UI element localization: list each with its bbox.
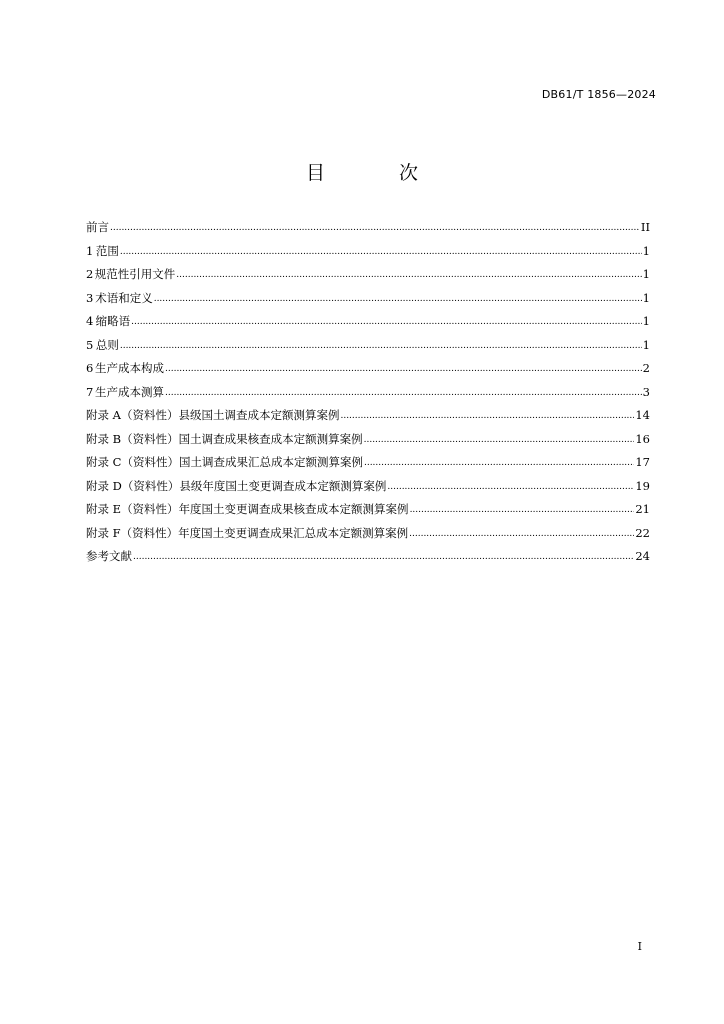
toc-entry-number: 附录 B <box>86 431 122 446</box>
dot-leader <box>165 382 642 406</box>
dot-leader <box>120 335 642 359</box>
toc-entry-appendix-b[interactable] <box>86 428 650 452</box>
dot-leader <box>410 499 635 523</box>
toc-entry-title: 国土调查成果汇总成本定额测算案例 <box>178 455 363 469</box>
toc-title: 目 次 <box>305 162 453 184</box>
toc-entry-page: 1 <box>642 290 650 305</box>
toc-entry-tag: （资料性） <box>121 455 179 469</box>
toc-entry-page: 19 <box>635 478 650 493</box>
toc-entry-title: 生产成本测算 <box>95 384 164 399</box>
toc-entry-page: 24 <box>635 549 650 563</box>
toc-entry-title: 缩略语 <box>95 314 131 328</box>
toc-entry-number: 7 <box>86 384 94 399</box>
toc-entry-page: 1 <box>642 314 650 328</box>
toc-entry-title: 规范性引用文件 <box>94 267 176 281</box>
toc-entry-section-4[interactable] <box>86 310 650 334</box>
toc-entry-section-5[interactable] <box>86 334 650 358</box>
dot-leader <box>133 546 634 570</box>
toc-entry-number: 附录 D <box>86 478 122 493</box>
dot-leader <box>110 217 640 241</box>
toc-entry-page: 17 <box>635 455 650 469</box>
toc-entry-title: 参考文献 <box>86 549 132 563</box>
toc-entry-title: 县级年度国土变更调查成本定额测算案例 <box>179 478 387 493</box>
dot-leader <box>387 476 634 500</box>
dot-leader <box>165 358 642 382</box>
toc-entry-tag: （资料性） <box>121 431 179 446</box>
toc-entry-number: 附录 F <box>86 525 121 540</box>
toc-entry-section-2[interactable] <box>86 263 650 287</box>
document-code: DB61/T 1856—2024 <box>541 88 656 101</box>
dot-leader <box>176 264 641 288</box>
toc-entry-number: 附录 C <box>86 455 122 469</box>
toc-entry-tag: （资料性） <box>120 408 179 422</box>
toc-entry-title: 前言 <box>86 220 109 234</box>
toc-entry-appendix-f[interactable] <box>86 522 650 546</box>
dot-leader <box>154 288 642 312</box>
dot-leader <box>131 311 642 335</box>
toc-entry-page: 16 <box>635 431 650 446</box>
toc-entry-number: 3 <box>86 290 94 305</box>
toc-entry-title: 术语和定义 <box>95 290 153 305</box>
table-of-contents <box>86 216 650 569</box>
dot-leader <box>364 429 635 453</box>
toc-entry-appendix-a[interactable] <box>86 404 650 428</box>
toc-entry-title: 总则 <box>95 337 119 352</box>
dot-leader <box>340 405 634 429</box>
toc-entry-number: 2 <box>86 267 94 281</box>
toc-entry-appendix-c[interactable] <box>86 451 650 475</box>
toc-entry-number: 5 <box>86 337 94 352</box>
toc-entry-page: 22 <box>635 525 650 540</box>
toc-entry-number: 1 <box>86 243 94 258</box>
dot-leader <box>364 452 634 476</box>
toc-entry-appendix-e[interactable] <box>86 498 650 522</box>
dot-leader <box>409 523 634 547</box>
toc-entry-page: II <box>640 220 650 234</box>
toc-entry-page: 1 <box>642 243 650 258</box>
toc-entry-number: 附录 E <box>86 502 122 516</box>
toc-entry-page: 21 <box>635 502 650 516</box>
toc-entry-page: 1 <box>642 267 650 281</box>
toc-entry-foreword[interactable] <box>86 216 650 240</box>
toc-entry-number: 附录 A <box>86 408 121 422</box>
toc-entry-references[interactable] <box>86 545 650 569</box>
toc-entry-section-3[interactable] <box>86 287 650 311</box>
toc-entry-tag: （资料性） <box>121 502 179 516</box>
toc-entry-section-6[interactable] <box>86 357 650 381</box>
toc-entry-title: 范围 <box>95 243 119 258</box>
toc-entry-appendix-d[interactable] <box>86 475 650 499</box>
toc-entry-page: 3 <box>642 384 650 399</box>
toc-entry-title: 生产成本构成 <box>95 361 164 375</box>
toc-entry-title: 县级国土调查成本定额测算案例 <box>178 408 340 422</box>
dot-leader <box>120 241 642 265</box>
page-number: I <box>637 940 642 953</box>
toc-entry-page: 14 <box>635 408 650 422</box>
toc-entry-title: 年度国土变更调查成果核查成本定额测算案例 <box>178 502 409 516</box>
toc-entry-section-1[interactable] <box>86 240 650 264</box>
toc-entry-tag: （资料性） <box>121 478 180 493</box>
toc-entry-number: 4 <box>86 314 94 328</box>
toc-entry-title: 国土调查成果核查成本定额测算案例 <box>178 431 363 446</box>
toc-entry-tag: （资料性） <box>120 525 179 540</box>
toc-entry-page: 2 <box>642 361 650 375</box>
toc-entry-title: 年度国土变更调查成果汇总成本定额测算案例 <box>178 525 409 540</box>
toc-entry-page: 1 <box>642 337 650 352</box>
toc-entry-section-7[interactable] <box>86 381 650 405</box>
toc-entry-number: 6 <box>86 361 94 375</box>
